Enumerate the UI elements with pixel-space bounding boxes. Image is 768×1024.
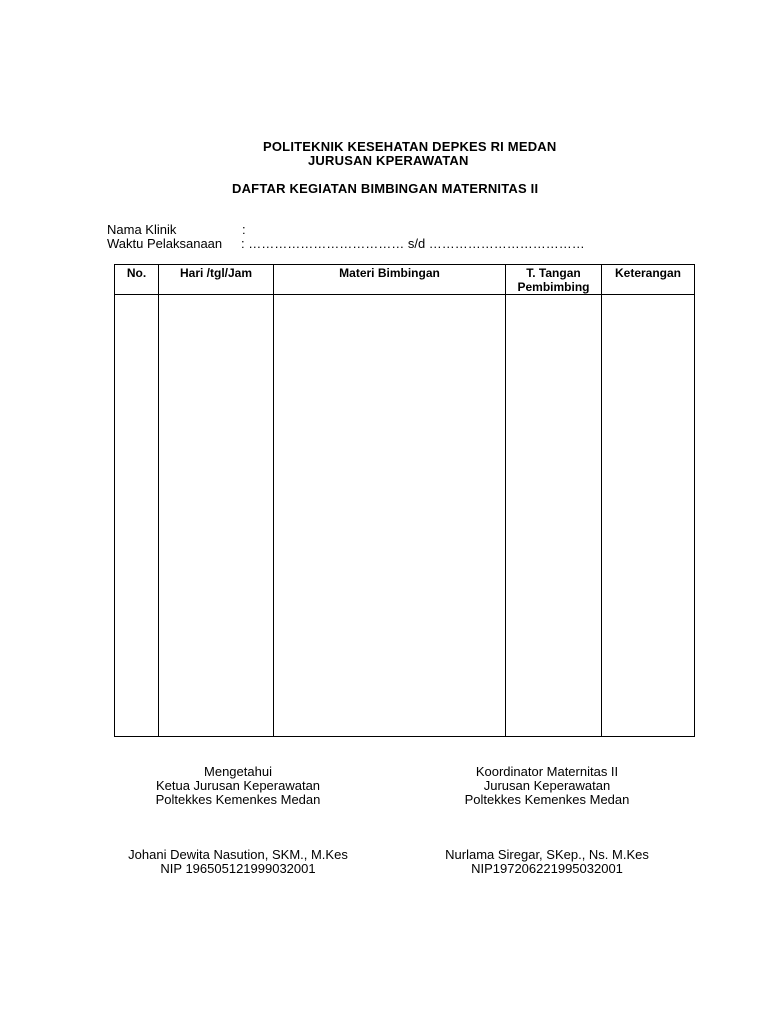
institution-name: POLITEKNIK KESEHATAN DEPKES RI MEDAN [263,139,557,154]
table-cell-material [274,295,506,737]
signature-block-left [88,765,388,807]
signature-right-org: Poltekkes Kemenkes Medan [464,792,630,807]
period-value: : ……………………………… s/d ……………………………… [241,236,585,251]
signature-right-name: Nurlama Siregar, SKep., Ns. M.Kes [445,847,649,862]
signature-right-title: Jurusan Keperawatan [483,778,611,793]
activity-table [114,264,695,737]
column-header-signature: T. Tangan Pembimbing [506,265,602,295]
table-row [115,295,695,737]
clinic-name-separator: : [242,222,246,237]
table-header-row [115,265,695,295]
signature-left-org: Poltekkes Kemenkes Medan [155,792,321,807]
table-cell-no [115,295,159,737]
column-header-date-time: Hari /tgl/Jam [159,265,274,295]
signature-left-role: Mengetahui [204,764,272,779]
column-header-notes: Keterangan [602,265,695,295]
signature-name-block-left [88,848,388,876]
clinic-name-label: Nama Klinik [107,222,177,237]
department-name: JURUSAN KPERAWATAN [308,153,469,168]
table-cell-notes [602,295,695,737]
signature-left-title: Ketua Jurusan Keperawatan [155,778,321,793]
table-cell-date-time [159,295,274,737]
signature-name-block-right [397,848,697,876]
period-label: Waktu Pelaksanaan [107,236,223,251]
signature-block-right [397,765,697,807]
table-cell-signature [506,295,602,737]
signature-right-nip: NIP197206221995032001 [471,861,623,876]
signature-right-role: Koordinator Maternitas II [475,764,619,779]
document-title: DAFTAR KEGIATAN BIMBINGAN MATERNITAS II [232,181,539,196]
column-header-no: No. [115,265,159,295]
signature-left-name: Johani Dewita Nasution, SKM., M.Kes [128,847,348,862]
signature-left-nip: NIP 196505121999032001 [160,861,316,876]
column-header-material: Materi Bimbingan [274,265,506,295]
